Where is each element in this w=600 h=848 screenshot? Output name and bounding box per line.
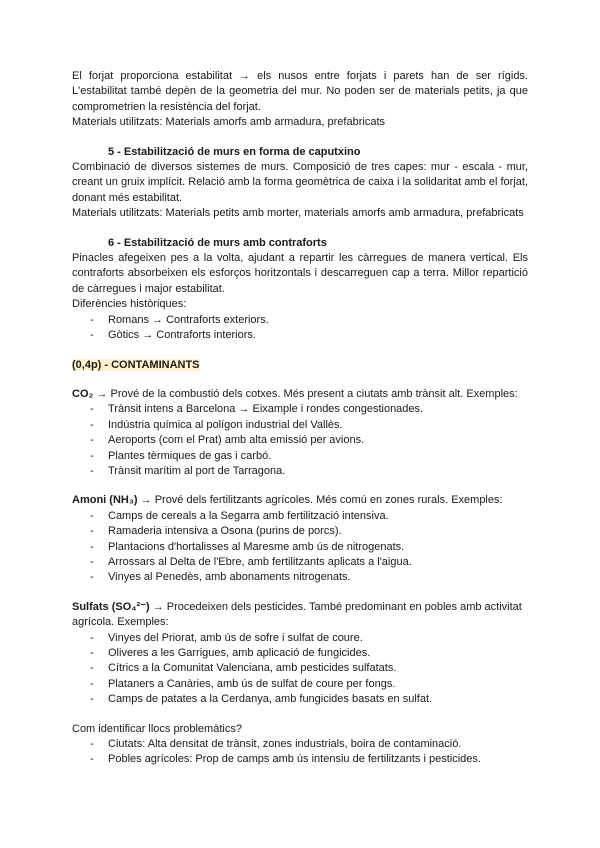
intro-materials: Materials utilitzats: Materials amorfs amb armadura, prefabricats (72, 116, 385, 129)
amoni-text: → Prové dels fertilitzants agrícoles. Més comú en zones rurals. Exemples: (137, 494, 503, 507)
list-item: - Camps de cereals a la Segarra amb fertilització intensiva. (72, 509, 528, 524)
list-item: - Vinyes del Priorat, amb ús de sofre i sulfat de coure. (72, 631, 528, 646)
co2-intro (72, 387, 528, 402)
section-6-diff-label: Diferències històriques: (72, 298, 187, 311)
amoni-term: Amoni (NH₃) (72, 494, 138, 507)
document-page (72, 69, 528, 768)
list-item: - Oliveres a les Garrigues, amb aplicació de fungicides. (72, 646, 528, 661)
amoni-intro (72, 493, 528, 508)
list-item: - Ciutats: Alta densitat de trànsit, zones industrials, boira de contaminació. (72, 737, 528, 752)
identify-list (72, 737, 528, 768)
identify-question: Com identificar llocs problemàtics? (72, 722, 242, 735)
list-item: - Ramaderia intensiva a Osona (purins de porcs). (72, 524, 528, 539)
sulfats-text: → Procedeixen dels pesticides. També predominant en pobles amb activitat agrícola. Exemples: (72, 600, 522, 629)
sulfats-intro (72, 600, 528, 631)
section-5-materials: Materials utilitzats: Materials petits amb morter, materials amorfs amb armadura, prefabricats (72, 207, 524, 220)
list-item: - Vinyes al Penedès, amb abonaments nitrogenats. (72, 570, 528, 585)
contaminants-heading: (0,4p) - CONTAMINANTS (72, 358, 200, 371)
amoni-list (72, 509, 528, 586)
section-5-title: 5 - Estabilització de murs en forma de caputxino (108, 145, 361, 158)
list-item: - Plataners a Canàries, amb ús de sulfat de coure per fongs. (72, 677, 528, 692)
list-item: - Trànsit intens a Barcelona → Eixample i rondes congestionades. (72, 402, 528, 417)
list-item: - Plantacions d'hortalisses al Maresme amb ús de nitrogenats. (72, 540, 528, 555)
section-6-title: 6 - Estabilització de murs amb contraforts (108, 236, 327, 249)
list-item: - Aeroports (com el Prat) amb alta emissió per avions. (72, 433, 528, 448)
list-item: - Romans → Contraforts exteriors. (72, 313, 528, 328)
co2-list (72, 402, 528, 479)
sulfats-list (72, 631, 528, 708)
list-item: - Arrossars al Delta de l'Ebre, amb fertilitzants aplicats a l'aigua. (72, 555, 528, 570)
section-6-list (72, 313, 528, 344)
list-item: - Trànsit marítim al port de Tarragona. (72, 464, 528, 479)
section-6-paragraph: Pinacles afegeixen pes a la volta, ajudant a repartir les càrregues de manera vertical. Els contraforts absorbeixen els esforços horitzontals i descarreguen cap a terra. Millor repartició de càrregues i major estabilitat. (72, 252, 528, 295)
section-5-paragraph: Combinació de diversos sistemes de murs. Composició de tres capes: mur - escala - mur, creant un gruix implícit. Relació amb la forma geomètrica de caixa i la solidaritat amb el forjat, donant més estabilitat. (72, 161, 528, 204)
contaminants-heading-line (72, 358, 528, 373)
sulfats-term: Sulfats (SO₄²⁻) (72, 600, 150, 613)
list-item: - Indústria química al polígon industrial del Vallès. (72, 418, 528, 433)
list-item: - Pobles agrícoles: Prop de camps amb ús intensiu de fertilitzants i pesticides. (72, 752, 528, 767)
list-item: - Cítrics a la Comunitat Valenciana, amb pesticides sulfatats. (72, 661, 528, 676)
co2-text: → Prové de la combustió dels cotxes. Més present a ciutats amb trànsit alt. Exemples: (93, 387, 518, 400)
list-item: - Camps de patates a la Cerdanya, amb fungicides basats en sulfat. (72, 692, 528, 707)
co2-term: CO₂ (72, 387, 94, 400)
list-item: - Plantes tèrmiques de gas i carbó. (72, 449, 528, 464)
intro-paragraph: El forjat proporciona estabilitat → els nusos entre forjats i parets han de ser rígids. L'estabilitat també depèn de la geometria del mur. No poden ser de materials petits, ja que comprometrien la resistència del forjat. (72, 70, 528, 113)
list-item: - Gòtics → Contraforts interiors. (72, 328, 528, 343)
